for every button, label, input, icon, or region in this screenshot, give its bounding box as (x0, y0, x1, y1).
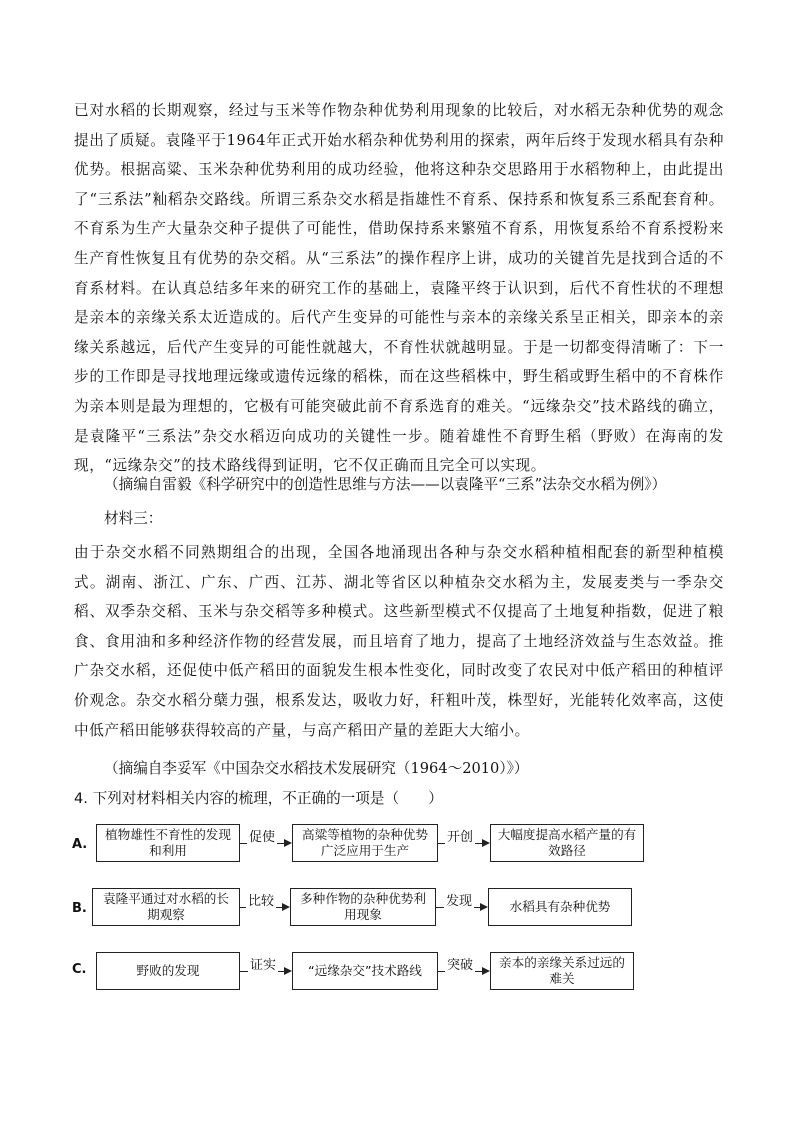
option-b-box-1: 袁隆平通过对水稻的长期观察 (92, 888, 240, 926)
option-c-box-3: 亲本的亲缘关系过远的难关 (490, 952, 634, 990)
material-3-label: 材料三： (104, 510, 163, 527)
material-2-paragraph: 已对水稻的长期观察，经过与玉米等作物杂种优势利用现象的比较后，对水稻无杂种优势的观念提出了质疑。袁隆平于1964年正式开始水稻杂种优势利用的探索，两年后终于发现水稻具有杂种优势。根据高粱、玉米杂种优势利用的成功经验，他将这种杂交思路用于水稻物种上，由此提出了“三系法”籼稻杂交路线。所谓三系杂交水稻是指雄性不育系、保持系和恢复系三系配套育种。不育系为生产大量杂交种子提供了可能性，借助保持系来繁殖不育系，用恢复系给不育系授粉来生产育性恢复且有优势的杂交稻。从“三系法”的操作程序上讲，成功的关键首先是找到合适的不育系材料。在认真总结多年来的研究工作的基础上，袁隆平终于认识到，后代不育性状的不理想是亲本的亲缘关系太近造成的。后代产生变异的可能性与亲本的亲缘关系呈正相关，即亲本的亲缘关系越远，后代产生变异的可能性就越大，不育性状就越明显。于是一切都变得清晰了：下一步的工作即是寻找地理远缘或遗传远缘的稻株，而在这些稻株中，野生稻或野生稻中的不育株作为亲本则是最为理想的，它极有可能突破此前不育系选育的难关。“远缘杂交”技术路线的确立，是袁隆平“三系法”杂交水稻迈向成功的关键性一步。随着雄性不育野生稻（野败）在海南的发现，“远缘杂交”的技术路线得到证明，它不仅正确而且完全可以实现。 (74, 102, 724, 475)
option-b-arrow-1-label: 比较 (246, 890, 276, 909)
option-b-letter[interactable]: B. (72, 901, 87, 916)
material-3-paragraph: 由于杂交水稻不同熟期组合的出现，全国各地涌现出各种与杂交水稻种植相配套的新型种植模式。湖南、浙江、广东、广西、江苏、湖北等省区以种植杂交水稻为主，发展麦类与一季杂交稻、双季杂交稻、玉米与杂交稻等多种模式。这些新型模式不仅提高了土地复种指数，促进了粮食、食用油和多种经济作物的经营发展，而且培育了地力，提高了土地经济效益与生态效益。推广杂交水稻，还促使中低产稻田的面貌发生根本性变化，同时改变了农民对中低产稻田的种植评价观念。杂交水稻分蘖力强，根系发达，吸收力好，秆粗叶茂，株型好，光能转化效率高，这使中低产稻田能够获得较高的产量，与高产稻田产量的差距大大缩小。 (74, 544, 724, 739)
option-c-box-2: “远缘杂交”技术路线 (292, 952, 438, 990)
question-4-stem: 4. 下列对材料相关内容的梳理，不正确的一项是（ ） (74, 790, 443, 807)
material-3-source: （摘编自李妥军《中国杂交水稻技术发展研究（1964～2010）》） (104, 760, 529, 777)
option-c-arrow-2-label: 突破 (445, 954, 475, 973)
option-c-letter[interactable]: C. (72, 962, 87, 977)
option-a-letter[interactable]: A. (72, 837, 88, 852)
material-2-source: （摘编自雷毅《科学研究中的创造性思维与方法——以袁隆平“三系”法杂交水稻为例》） (104, 476, 667, 493)
option-a-box-1: 植物雄性不育性的发现和利用 (96, 824, 240, 862)
option-b-box-3: 水稻具有杂种优势 (488, 888, 632, 926)
option-c-box-1: 野败的发现 (96, 952, 240, 990)
option-a-box-3: 大幅度提高水稻产量的有效路径 (490, 824, 644, 862)
option-b-box-2: 多种作物的杂种优势利用现象 (290, 888, 436, 926)
option-a-box-2: 高粱等植物的杂种优势广泛应用于生产 (292, 824, 438, 862)
option-b-arrow-2-label: 发现 (444, 890, 474, 909)
option-a-arrow-1-label: 促使 (247, 826, 277, 845)
option-c-arrow-1-label: 证实 (248, 954, 278, 973)
option-a-arrow-2-label: 开创 (445, 826, 475, 845)
